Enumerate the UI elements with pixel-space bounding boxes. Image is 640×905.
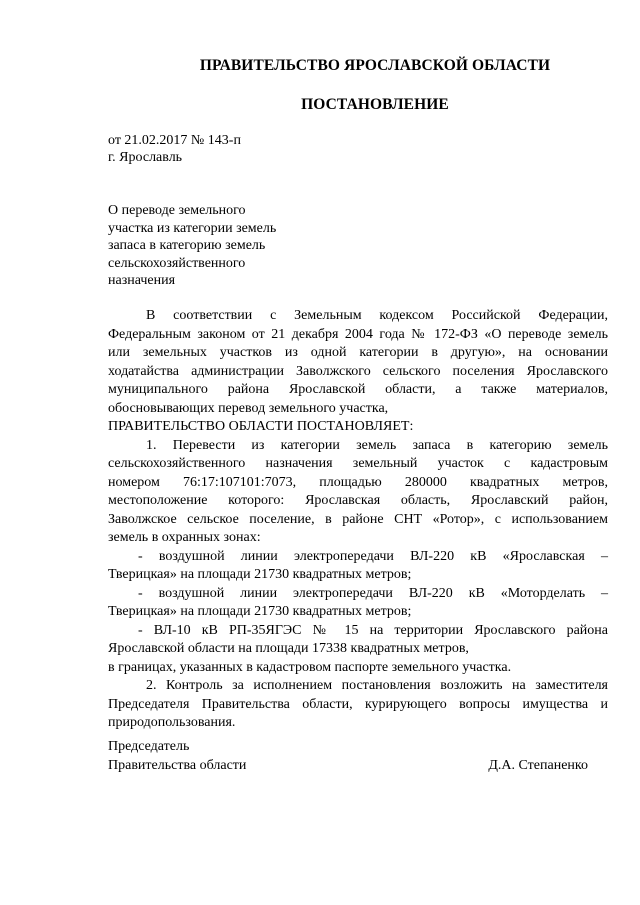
body-line: номером 76:17:107101:7073, площадью 280000 квадратных метров, <box>108 474 608 490</box>
subject-line: участка из категории земель <box>108 220 277 236</box>
document-type-title: ПОСТАНОВЛЕНИЕ <box>301 96 449 113</box>
signer-position-line2: Правительства области <box>108 757 247 773</box>
body-line: обосновывающих перевод земельного участка, <box>108 400 389 416</box>
body-line: 2. Контроль за исполнением постановления возложить на заместителя <box>146 678 608 693</box>
body-line: Тверицкая» на площади 21730 квадратных метров; <box>108 604 412 619</box>
body-line: Председателя Правительства области, курирующего вопросы имущества и <box>108 696 608 712</box>
body-line: природопользования. <box>108 715 236 730</box>
body-line: ходатайства администрации Заволжского сельского поселения Ярославского <box>108 363 608 379</box>
body-line: Заволжское сельское поселение, в районе СНТ «Ротор», с использованием <box>108 511 608 527</box>
body-line: - воздушной линии электропередачи ВЛ-220 кВ «Ярославская – <box>138 548 608 564</box>
body-line: В соответствии с Земельным кодексом Российской Федерации, <box>146 308 608 323</box>
decree-subject <box>108 202 368 290</box>
signer-position-line1: Председатель <box>108 739 190 754</box>
subject-line: назначения <box>108 273 176 288</box>
body-line: - воздушной линии электропередачи ВЛ-220 кВ «Моторделать – <box>138 585 608 601</box>
body-line: местоположение которого: Ярославская область, Ярославский район, <box>108 493 608 508</box>
subject-line: сельскохозяйственного <box>108 255 246 271</box>
body-line: Тверицкая» на площади 21730 квадратных метров; <box>108 567 412 582</box>
decree-city: г. Ярославль <box>108 150 183 165</box>
body-line: или земельных участков из одной категории в другую», на основании <box>108 345 608 360</box>
body-line: в границах, указанных в кадастровом паспорте земельного участка. <box>108 659 512 675</box>
resolution-heading: ПРАВИТЕЛЬСТВО ОБЛАСТИ ПОСТАНОВЛЯЕТ: <box>108 419 414 434</box>
body-line: Федеральным законом от 21 декабря 2004 года № 172-ФЗ «О переводе земель <box>108 326 608 342</box>
subject-line: запаса в категорию земель <box>108 238 266 253</box>
body-line: земель в охранных зонах: <box>108 530 261 545</box>
government-title: ПРАВИТЕЛЬСТВО ЯРОСЛАВСКОЙ ОБЛАСТИ <box>199 57 551 74</box>
signature-block <box>108 738 588 775</box>
decree-body <box>108 307 608 733</box>
body-line: сельскохозяйственного назначения земельный участок с кадастровым <box>108 456 608 471</box>
body-line: 1. Перевести из категории земель запаса в категорию земель <box>146 437 608 453</box>
body-line: муниципального района Ярославской области, а также материалов, <box>108 382 608 397</box>
body-line: - ВЛ-10 кВ РП-35ЯГЭС № 15 на территории Ярославского района <box>138 622 608 638</box>
signer-name: Д.А. Степаненко <box>488 757 588 773</box>
subject-line: О переводе земельного <box>108 203 246 218</box>
decree-date-number: от 21.02.2017 № 143-п <box>108 133 241 148</box>
body-line: Ярославской области на площади 17338 квадратных метров, <box>108 641 469 656</box>
